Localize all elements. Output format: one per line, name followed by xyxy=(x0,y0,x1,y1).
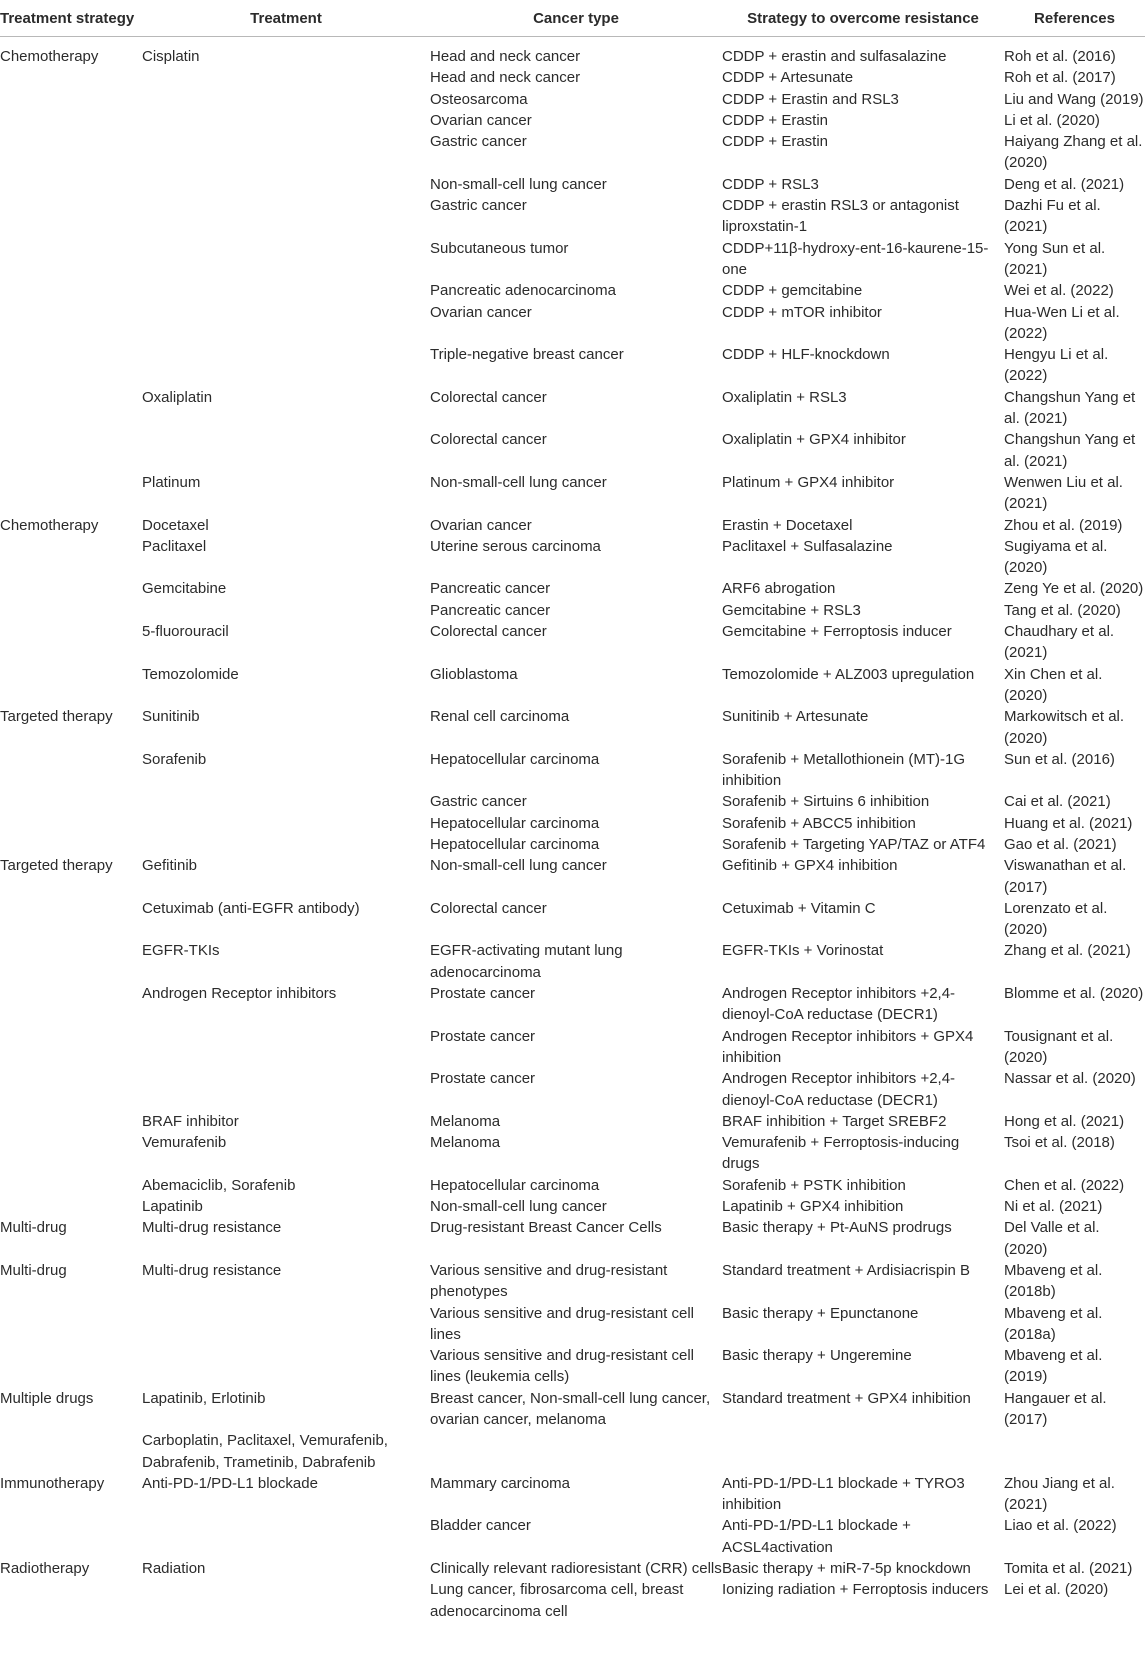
reference-cell: Mbaveng et al. (2018b) xyxy=(1004,1261,1103,1301)
treatment-strategy-cell xyxy=(0,238,142,281)
treatment-cell xyxy=(142,89,430,110)
table-row xyxy=(0,174,1145,195)
cancer-type-cell: Prostate cancer xyxy=(430,1070,536,1088)
table-row xyxy=(0,1345,1145,1388)
header-cancer-type: Cancer type xyxy=(430,0,722,37)
treatment-strategy-cell xyxy=(0,536,142,579)
cancer-type-cell: Gastric cancer xyxy=(430,197,527,215)
treatment-cell xyxy=(142,791,430,812)
header-references: References xyxy=(1004,0,1145,37)
strategy-cell: Androgen Receptor inhibitors +2,4-dienoyl-CoA reductase (DECR1) xyxy=(722,1070,956,1109)
treatment-strategy-cell xyxy=(0,174,142,195)
treatment-strategy-cell: Chemotherapy xyxy=(0,48,99,65)
treatment-cell xyxy=(142,1515,430,1558)
table-row xyxy=(0,1217,1145,1260)
treatment-strategy-cell xyxy=(0,578,142,599)
strategy-cell: CDDP + RSL3 xyxy=(722,175,819,193)
strategy-cell: CDDP + Erastin and RSL3 xyxy=(722,90,899,108)
strategy-cell: Sorafenib + Targeting YAP/TAZ or ATF4 xyxy=(722,835,986,853)
reference-cell: Lorenzato et al. (2020) xyxy=(1004,899,1108,939)
treatment-strategy-cell xyxy=(0,1026,142,1069)
cancer-type-cell: Prostate cancer xyxy=(430,985,536,1003)
table-row xyxy=(0,578,1145,599)
treatment-cell: Gemcitabine xyxy=(142,580,227,598)
strategy-cell: CDDP + mTOR inhibitor xyxy=(722,303,882,321)
header-row xyxy=(0,0,1145,37)
cancer-type-cell: Non-small-cell lung cancer xyxy=(430,175,607,193)
cancer-type-cell: Hepatocellular carcinoma xyxy=(430,814,600,832)
treatment-cell: Lapatinib, Erlotinib xyxy=(142,1389,266,1407)
reference-cell: Hangauer et al. (2017) xyxy=(1004,1389,1107,1428)
reference-cell: Changshun Yang et al. (2021) xyxy=(1004,388,1136,428)
treatment-cell xyxy=(142,280,430,301)
table-row xyxy=(0,1473,1145,1516)
cancer-type-cell: Pancreatic adenocarcinoma xyxy=(430,282,616,300)
strategy-cell: BRAF inhibition + Target SREBF2 xyxy=(722,1112,947,1130)
treatment-strategy-cell: Targeted therapy xyxy=(0,857,113,875)
table-row xyxy=(0,1260,1145,1303)
cancer-type-cell: Colorectal cancer xyxy=(430,899,547,917)
strategy-cell: CDDP + Erastin xyxy=(722,133,829,151)
strategy-cell: Basic therapy + Epunctanone xyxy=(722,1304,919,1322)
treatment-strategy-cell xyxy=(0,429,142,472)
strategy-cell: Basic therapy + Pt-AuNS prodrugs xyxy=(722,1219,952,1237)
cancer-type-cell: EGFR-activating mutant lung adenocarcinoma xyxy=(430,942,623,981)
strategy-cell: Lapatinib + GPX4 inhibition xyxy=(722,1198,904,1216)
strategy-cell: Basic therapy + miR-7-5p knockdown xyxy=(722,1560,971,1578)
reference-cell: Liao et al. (2022) xyxy=(1004,1517,1117,1535)
cancer-type-cell: Head and neck cancer xyxy=(430,69,581,87)
treatment-cell xyxy=(142,834,430,855)
reference-cell: Dazhi Fu et al. (2021) xyxy=(1004,197,1101,236)
treatment-strategy-cell xyxy=(0,280,142,301)
treatment-cell: Temozolomide xyxy=(142,665,239,683)
table-row xyxy=(0,1026,1145,1069)
treatment-strategy-cell xyxy=(0,664,142,707)
treatment-strategy-cell: Radiotherapy xyxy=(0,1560,90,1578)
treatment-cell xyxy=(142,174,430,195)
treatment-strategy-cell: Immunotherapy xyxy=(0,1474,105,1492)
table-row xyxy=(0,131,1145,174)
reference-cell: Viswanathan et al. (2017) xyxy=(1004,857,1127,896)
treatment-cell xyxy=(142,429,430,472)
treatment-cell: Multi-drug resistance xyxy=(142,1219,282,1237)
table-row xyxy=(0,536,1145,579)
cancer-type-cell: Pancreatic cancer xyxy=(430,601,551,619)
treatment-strategy-cell xyxy=(0,813,142,834)
reference-cell: Hua-Wen Li et al. (2022) xyxy=(1004,303,1120,342)
cancer-type-cell: Hepatocellular carcinoma xyxy=(430,750,600,768)
strategy-cell: Gemcitabine + RSL3 xyxy=(722,601,861,619)
treatment-cell xyxy=(142,67,430,88)
table-row xyxy=(0,280,1145,301)
reference-cell: Zhang et al. (2021) xyxy=(1004,942,1131,960)
cancer-type-cell: Ovarian cancer xyxy=(430,111,532,129)
reference-cell: Wei et al. (2022) xyxy=(1004,282,1114,300)
cancer-type-cell: Colorectal cancer xyxy=(430,388,547,406)
reference-cell: Sun et al. (2016) xyxy=(1004,750,1115,768)
table-row xyxy=(0,37,1145,68)
treatment-cell: Abemaciclib, Sorafenib xyxy=(142,1176,296,1194)
strategy-cell: Vemurafenib + Ferroptosis-inducing drugs xyxy=(722,1134,960,1173)
strategy-cell: Temozolomide + ALZ003 upregulation xyxy=(722,665,975,683)
table-row xyxy=(0,983,1145,1026)
cancer-type-cell: Hepatocellular carcinoma xyxy=(430,835,600,853)
treatment-cell xyxy=(142,344,430,387)
reference-cell: Nassar et al. (2020) xyxy=(1004,1070,1136,1088)
table-row xyxy=(0,1558,1145,1579)
treatment-cell: Androgen Receptor inhibitors xyxy=(142,985,337,1003)
treatment-strategy-cell xyxy=(0,131,142,174)
treatment-strategy-cell xyxy=(0,1345,142,1388)
reference-cell: Liu and Wang (2019) xyxy=(1004,90,1144,108)
treatment-strategy-cell xyxy=(0,1303,142,1346)
treatment-cell: Cetuximab (anti-EGFR antibody) xyxy=(142,899,360,917)
reference-cell: Changshun Yang et al. (2021) xyxy=(1004,431,1136,470)
table-row xyxy=(0,110,1145,131)
strategy-cell: Androgen Receptor inhibitors + GPX4 inhibition xyxy=(722,1027,974,1066)
treatment-cell: Sunitinib xyxy=(142,708,200,726)
reference-cell: Ni et al. (2021) xyxy=(1004,1198,1103,1216)
treatment-cell xyxy=(142,238,430,281)
treatment-strategy-cell xyxy=(0,1132,142,1175)
treatment-strategy-cell xyxy=(0,898,142,941)
table-row xyxy=(0,195,1145,238)
treatment-strategy-cell xyxy=(0,983,142,1026)
cancer-type-cell: Non-small-cell lung cancer xyxy=(430,857,607,875)
treatment-cell: Carboplatin, Paclitaxel, Vemurafenib, Dabrafenib, Trametinib, Dabrafenib xyxy=(142,1432,388,1471)
cancer-type-cell: Breast cancer, Non-small-cell lung cancer, ovarian cancer, melanoma xyxy=(430,1389,711,1428)
treatment-cell: EGFR-TKIs xyxy=(142,942,220,960)
treatment-strategy-cell: Targeted therapy xyxy=(0,708,113,726)
reference-cell: Markowitsch et al. (2020) xyxy=(1004,708,1125,747)
table-row xyxy=(0,472,1145,515)
strategy-cell: CDDP + erastin and sulfasalazine xyxy=(722,48,947,65)
reference-cell: Blomme et al. (2020) xyxy=(1004,985,1144,1003)
reference-cell xyxy=(1004,1430,1145,1473)
cancer-type-cell: Melanoma xyxy=(430,1134,501,1152)
treatment-strategy-cell: Chemotherapy xyxy=(0,516,99,534)
table-row xyxy=(0,664,1145,707)
cancer-type-cell: Ovarian cancer xyxy=(430,303,532,321)
table-header xyxy=(0,0,1145,37)
reference-cell: Roh et al. (2017) xyxy=(1004,69,1116,87)
treatment-strategy-cell: Multiple drugs xyxy=(0,1389,94,1407)
header-treatment: Treatment xyxy=(142,0,430,37)
strategy-cell: CDDP + HLF-knockdown xyxy=(722,346,890,364)
table-row xyxy=(0,600,1145,621)
reference-cell: Lei et al. (2020) xyxy=(1004,1581,1109,1599)
cancer-type-cell: Bladder cancer xyxy=(430,1517,531,1535)
treatment-strategy-cell xyxy=(0,1196,142,1217)
reference-cell: Haiyang Zhang et al. (2020) xyxy=(1004,133,1143,172)
cancer-type-cell: Glioblastoma xyxy=(430,665,518,683)
strategy-cell: Oxaliplatin + RSL3 xyxy=(722,388,847,406)
treatment-cell xyxy=(142,1026,430,1069)
strategy-cell: Ionizing radiation + Ferroptosis inducers xyxy=(722,1581,989,1599)
strategy-cell: Standard treatment + Ardisiacrispin B xyxy=(722,1261,971,1279)
treatment-strategy-cell xyxy=(0,67,142,88)
treatment-strategy-cell xyxy=(0,89,142,110)
treatment-cell: Lapatinib xyxy=(142,1198,203,1216)
treatment-strategy-cell xyxy=(0,110,142,131)
strategy-cell: Anti-PD-1/PD-L1 blockade + TYRO3 inhibition xyxy=(722,1474,965,1514)
strategy-cell: CDDP + Artesunate xyxy=(722,69,854,87)
cancer-type-cell: Gastric cancer xyxy=(430,133,527,151)
cancer-type-cell: Hepatocellular carcinoma xyxy=(430,1176,600,1194)
treatment-cell: BRAF inhibitor xyxy=(142,1112,239,1130)
treatment-cell: Gefitinib xyxy=(142,857,198,875)
strategy-cell: Gemcitabine + Ferroptosis inducer xyxy=(722,623,952,641)
cancer-type-cell: Uterine serous carcinoma xyxy=(430,537,601,555)
treatment-cell: Oxaliplatin xyxy=(142,388,213,406)
treatment-cell xyxy=(142,302,430,345)
reference-cell: Wenwen Liu et al. (2021) xyxy=(1004,473,1123,513)
strategy-cell: Anti-PD-1/PD-L1 blockade + ACSL4activation xyxy=(722,1517,911,1556)
strategy-cell: Basic therapy + Ungeremine xyxy=(722,1347,912,1365)
cancer-type-cell: Gastric cancer xyxy=(430,793,527,811)
treatment-cell xyxy=(142,600,430,621)
cancer-type-cell: Non-small-cell lung cancer xyxy=(430,473,607,491)
table-row xyxy=(0,1579,1145,1622)
reference-cell: Chen et al. (2022) xyxy=(1004,1176,1125,1194)
treatment-cell: 5-fluorouracil xyxy=(142,623,229,641)
strategy-cell: CDDP + erastin RSL3 or antagonist liproxstatin-1 xyxy=(722,197,959,236)
treatment-strategy-cell xyxy=(0,195,142,238)
table-row xyxy=(0,940,1145,983)
treatment-cell xyxy=(142,1579,430,1622)
table-row xyxy=(0,1111,1145,1132)
strategy-cell: Cetuximab + Vitamin C xyxy=(722,899,876,917)
strategy-cell: Sorafenib + Metallothionein (MT)-1G inhibition xyxy=(722,750,966,790)
strategy-cell: EGFR-TKIs + Vorinostat xyxy=(722,942,884,960)
cancer-type-cell: Melanoma xyxy=(430,1112,501,1130)
reference-cell: Deng et al. (2021) xyxy=(1004,175,1125,193)
treatment-strategy-cell: Multi-drug xyxy=(0,1219,67,1237)
treatment-strategy-cell xyxy=(0,621,142,664)
table-row xyxy=(0,387,1145,430)
reference-cell: Huang et al. (2021) xyxy=(1004,814,1133,832)
table-row xyxy=(0,898,1145,941)
treatment-strategy-cell xyxy=(0,387,142,430)
reference-cell: Hengyu Li et al. (2022) xyxy=(1004,346,1109,385)
treatment-cell xyxy=(142,1303,430,1346)
header-treatment-strategy: Treatment strategy xyxy=(0,0,142,37)
table-row xyxy=(0,1175,1145,1196)
table-row xyxy=(0,344,1145,387)
table-row xyxy=(0,813,1145,834)
table-row xyxy=(0,834,1145,855)
reference-cell: Cai et al. (2021) xyxy=(1004,793,1111,811)
reference-cell: Tomita et al. (2021) xyxy=(1004,1560,1133,1578)
reference-cell: Del Valle et al. (2020) xyxy=(1004,1219,1100,1258)
header-strategy-to-overcome-resistance: Strategy to overcome resistance xyxy=(722,0,1004,37)
strategy-cell: CDDP + gemcitabine xyxy=(722,282,863,300)
strategy-cell: Erastin + Docetaxel xyxy=(722,516,853,534)
cancer-type-cell: Pancreatic cancer xyxy=(430,580,551,598)
treatment-strategy-cell xyxy=(0,1068,142,1111)
treatment-strategy-cell xyxy=(0,1111,142,1132)
reference-cell: Roh et al. (2016) xyxy=(1004,48,1116,65)
reference-cell: Li et al. (2020) xyxy=(1004,111,1100,129)
reference-cell: Mbaveng et al. (2019) xyxy=(1004,1347,1103,1386)
cancer-type-cell: Renal cell carcinoma xyxy=(430,708,570,726)
treatment-strategy-cell xyxy=(0,834,142,855)
treatment-strategy-cell xyxy=(0,302,142,345)
table-row xyxy=(0,621,1145,664)
table-row xyxy=(0,1388,1145,1431)
cancer-type-cell: Non-small-cell lung cancer xyxy=(430,1198,607,1216)
treatment-cell: Multi-drug resistance xyxy=(142,1261,282,1279)
reference-cell: Yong Sun et al. (2021) xyxy=(1004,239,1106,278)
treatment-strategy-cell xyxy=(0,472,142,515)
treatment-strategy-cell xyxy=(0,1515,142,1558)
reference-cell: Mbaveng et al. (2018a) xyxy=(1004,1304,1103,1343)
treatment-cell: Docetaxel xyxy=(142,516,209,534)
cancer-type-cell: Colorectal cancer xyxy=(430,623,547,641)
table-row xyxy=(0,855,1145,898)
treatment-cell: Cisplatin xyxy=(142,48,200,65)
reference-cell: Xin Chen et al. (2020) xyxy=(1004,665,1103,704)
treatment-cell xyxy=(142,813,430,834)
reference-cell: Zeng Ye et al. (2020) xyxy=(1004,580,1144,598)
strategy-cell: Androgen Receptor inhibitors +2,4-dienoyl-CoA reductase (DECR1) xyxy=(722,985,956,1024)
cancer-type-cell: Various sensitive and drug-resistant phenotypes xyxy=(430,1261,668,1301)
treatment-strategy-cell xyxy=(0,1579,142,1622)
treatment-cell: Platinum xyxy=(142,473,201,491)
table-row xyxy=(0,1430,1145,1473)
treatment-strategy-cell xyxy=(0,749,142,792)
table-row xyxy=(0,1068,1145,1111)
treatment-strategy-cell xyxy=(0,600,142,621)
treatment-cell: Sorafenib xyxy=(142,750,207,768)
cancer-type-cell: Drug-resistant Breast Cancer Cells xyxy=(430,1219,662,1237)
treatment-strategy-cell xyxy=(0,940,142,983)
strategy-cell: CDDP + Erastin xyxy=(722,111,829,129)
strategy-cell: Standard treatment + GPX4 inhibition xyxy=(722,1389,971,1407)
reference-cell: Tang et al. (2020) xyxy=(1004,601,1121,619)
treatment-strategy-cell xyxy=(0,791,142,812)
table-row xyxy=(0,791,1145,812)
reference-cell: Zhou Jiang et al. (2021) xyxy=(1004,1474,1115,1514)
table-row xyxy=(0,1515,1145,1558)
table-row xyxy=(0,67,1145,88)
table-row xyxy=(0,238,1145,281)
treatment-cell: Radiation xyxy=(142,1560,206,1578)
treatment-cell xyxy=(142,195,430,238)
treatment-cell xyxy=(142,1345,430,1388)
treatment-cell: Anti-PD-1/PD-L1 blockade xyxy=(142,1474,318,1492)
cancer-type-cell xyxy=(430,1430,722,1473)
strategy-cell: Sunitinib + Artesunate xyxy=(722,708,869,726)
cancer-type-cell: Triple-negative breast cancer xyxy=(430,346,624,364)
reference-cell: Chaudhary et al. (2021) xyxy=(1004,623,1115,662)
cancer-type-cell: Clinically relevant radioresistant (CRR) cells xyxy=(430,1560,722,1578)
reference-cell: Tousignant et al. (2020) xyxy=(1004,1027,1114,1066)
treatment-cell xyxy=(142,1068,430,1111)
cancer-type-cell: Mammary carcinoma xyxy=(430,1474,571,1492)
treatment-strategy-cell: Multi-drug xyxy=(0,1261,67,1279)
strategy-cell: Sorafenib + ABCC5 inhibition xyxy=(722,814,916,832)
cancer-type-cell: Ovarian cancer xyxy=(430,516,532,534)
cancer-type-cell: Prostate cancer xyxy=(430,1027,536,1045)
strategy-cell: CDDP+11β-hydroxy-ent-16-kaurene-15-one xyxy=(722,239,989,278)
reference-cell: Sugiyama et al. (2020) xyxy=(1004,537,1108,577)
strategy-cell: Sorafenib + PSTK inhibition xyxy=(722,1176,906,1194)
treatment-strategy-cell xyxy=(0,1175,142,1196)
strategy-cell: ARF6 abrogation xyxy=(722,580,836,598)
table-row xyxy=(0,89,1145,110)
strategy-cell: Platinum + GPX4 inhibitor xyxy=(722,473,895,491)
cancer-type-cell: Various sensitive and drug-resistant cell lines xyxy=(430,1304,695,1343)
table-row xyxy=(0,1132,1145,1175)
cancer-type-cell: Lung cancer, fibrosarcoma cell, breast adenocarcinoma cell xyxy=(430,1581,684,1620)
table-row xyxy=(0,429,1145,472)
table-row xyxy=(0,515,1145,536)
treatment-cell xyxy=(142,110,430,131)
table-row xyxy=(0,1303,1145,1346)
strategy-cell: Gefitinib + GPX4 inhibition xyxy=(722,857,898,875)
reference-cell: Gao et al. (2021) xyxy=(1004,835,1117,853)
table-row xyxy=(0,302,1145,345)
treatment-strategy-cell xyxy=(0,344,142,387)
strategy-cell: Oxaliplatin + GPX4 inhibitor xyxy=(722,431,906,449)
treatment-cell: Vemurafenib xyxy=(142,1134,227,1152)
table-row xyxy=(0,1196,1145,1217)
strategy-cell: Paclitaxel + Sulfasalazine xyxy=(722,537,893,555)
cancer-type-cell: Head and neck cancer xyxy=(430,48,581,65)
cancer-type-cell: Osteosarcoma xyxy=(430,90,528,108)
reference-cell: Zhou et al. (2019) xyxy=(1004,516,1123,534)
reference-cell: Tsoi et al. (2018) xyxy=(1004,1134,1115,1152)
table-row xyxy=(0,749,1145,792)
treatment-strategy-cell xyxy=(0,1430,142,1473)
reference-cell: Hong et al. (2021) xyxy=(1004,1112,1125,1130)
cancer-type-cell: Subcutaneous tumor xyxy=(430,239,569,257)
treatment-cell xyxy=(142,131,430,174)
treatment-cell: Paclitaxel xyxy=(142,537,207,555)
cancer-type-cell: Various sensitive and drug-resistant cell lines (leukemia cells) xyxy=(430,1347,695,1386)
strategy-cell xyxy=(722,1430,1004,1473)
table-row xyxy=(0,706,1145,749)
strategy-cell: Sorafenib + Sirtuins 6 inhibition xyxy=(722,793,930,811)
table-body xyxy=(0,37,1145,1622)
cancer-type-cell: Colorectal cancer xyxy=(430,431,547,449)
